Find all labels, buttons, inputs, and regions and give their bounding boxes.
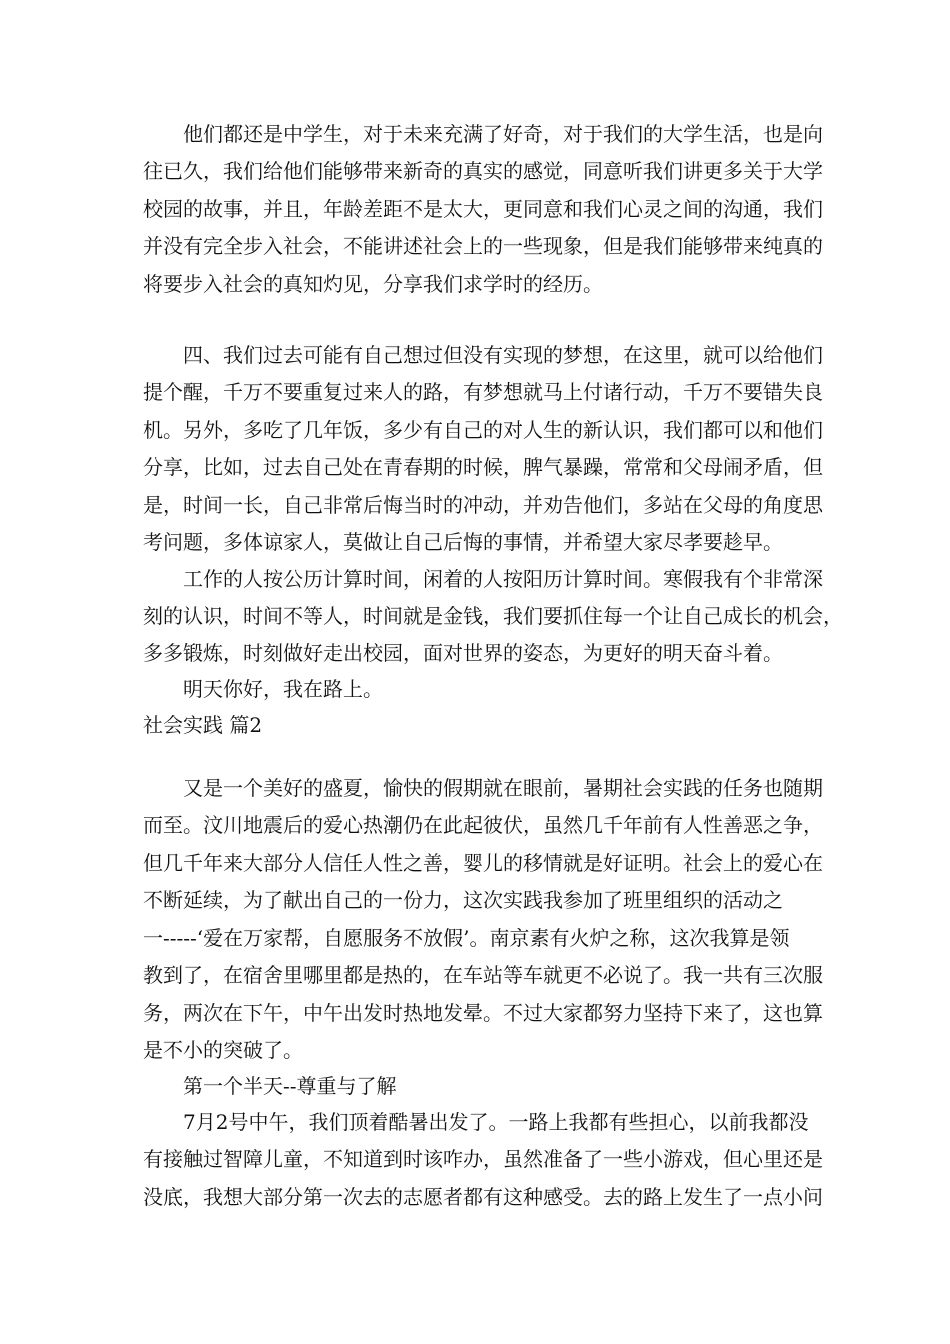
paragraph-summer-practice-line-1: 又是一个美好的盛夏，愉快的假期就在眼前，暑期社会实践的任务也随期: [143, 776, 823, 800]
paragraph-summer-practice-line-6: 教到了，在宿舍里哪里都是热的，在车站等车就更不必说了。我一共有三次服: [143, 963, 823, 987]
paragraph-point-four-line-2: 提个醒，千万不要重复过来人的路，有梦想就马上付诸行动，千万不要错失良: [143, 380, 823, 404]
paragraph-middle-school-students-line-2: 往已久，我们给他们能够带来新奇的真实的感觉，同意听我们讲更多关于大学: [143, 159, 823, 183]
paragraph-summer-practice-line-3: 但几千年来大部分人信任人性之善，婴儿的移情就是好证明。社会上的爱心在: [143, 851, 823, 875]
paragraph-middle-school-students-line-4: 并没有完全步入社会，不能讲述社会上的一些现象，但是我们能够带来纯真的: [143, 234, 823, 258]
paragraph-time-calendar-line-2: 刻的认识，时间不等人，时间就是金钱，我们要抓住每一个让自己成长的机会，: [143, 604, 843, 628]
paragraph-point-four-line-3: 机。另外，多吃了几年饭，多少有自己的对人生的新认识，我们都可以和他们: [143, 418, 823, 442]
section-heading-part-2: 社会实践 篇2: [143, 713, 263, 737]
subheading-first-half-day: 第一个半天--尊重与了解: [143, 1074, 397, 1098]
paragraph-point-four-line-6: 考问题，多体谅家人，莫做让自己后悔的事情，并希望大家尽孝要趁早。: [143, 530, 783, 554]
paragraph-summer-practice-line-8: 是不小的突破了。: [143, 1038, 303, 1062]
paragraph-summer-practice-line-7: 务，两次在下午，中午出发时热地发晕。不过大家都努力坚持下来了，这也算: [143, 1001, 823, 1025]
paragraph-summer-practice-line-5: 一-----‘爱在万家帮，自愿服务不放假’。南京素有火炉之称，这次我算是领: [143, 926, 790, 950]
paragraph-point-four-line-1: 四、我们过去可能有自己想过但没有实现的梦想，在这里，就可以给他们: [143, 343, 823, 367]
paragraph-time-calendar-line-1: 工作的人按公历计算时间，闲着的人按阳历计算时间。寒假我有个非常深: [143, 567, 823, 591]
paragraph-summer-practice-line-4: 不断延续，为了献出自己的一份力，这次实践我参加了班里组织的活动之: [143, 888, 783, 912]
paragraph-july-second-line-1: 7月2号中午，我们顶着酷暑出发了。一路上我都有些担心，以前我都没: [143, 1110, 809, 1134]
paragraph-july-second-line-2: 有接触过智障儿童，不知道到时该咋办，虽然准备了一些小游戏，但心里还是: [143, 1147, 823, 1171]
paragraph-point-four-line-4: 分享，比如，过去自己处在青春期的时候，脾气暴躁，常常和父母闹矛盾，但: [143, 455, 823, 479]
paragraph-july-second-line-3: 没底，我想大部分第一次去的志愿者都有这种感受。去的路上发生了一点小问: [143, 1185, 823, 1209]
paragraph-middle-school-students-line-3: 校园的故事，并且，年龄差距不是太大，更同意和我们心灵之间的沟通，我们: [143, 197, 823, 221]
paragraph-middle-school-students-line-1: 他们都还是中学生，对于未来充满了好奇，对于我们的大学生活，也是向: [143, 122, 823, 146]
paragraph-point-four-line-5: 是，时间一长，自己非常后悔当时的冲动，并劝告他们，多站在父母的角度思: [143, 493, 823, 517]
paragraph-summer-practice-line-2: 而至。汶川地震后的爱心热潮仍在此起彼伏，虽然几千年前有人性善恶之争，: [143, 813, 823, 837]
paragraph-middle-school-students-line-5: 将要步入社会的真知灼见，分享我们求学时的经历。: [143, 272, 603, 296]
paragraph-on-the-road-line-1: 明天你好，我在路上。: [143, 677, 383, 701]
paragraph-time-calendar-line-3: 多多锻炼，时刻做好走出校园，面对世界的姿态，为更好的明天奋斗着。: [143, 641, 783, 665]
